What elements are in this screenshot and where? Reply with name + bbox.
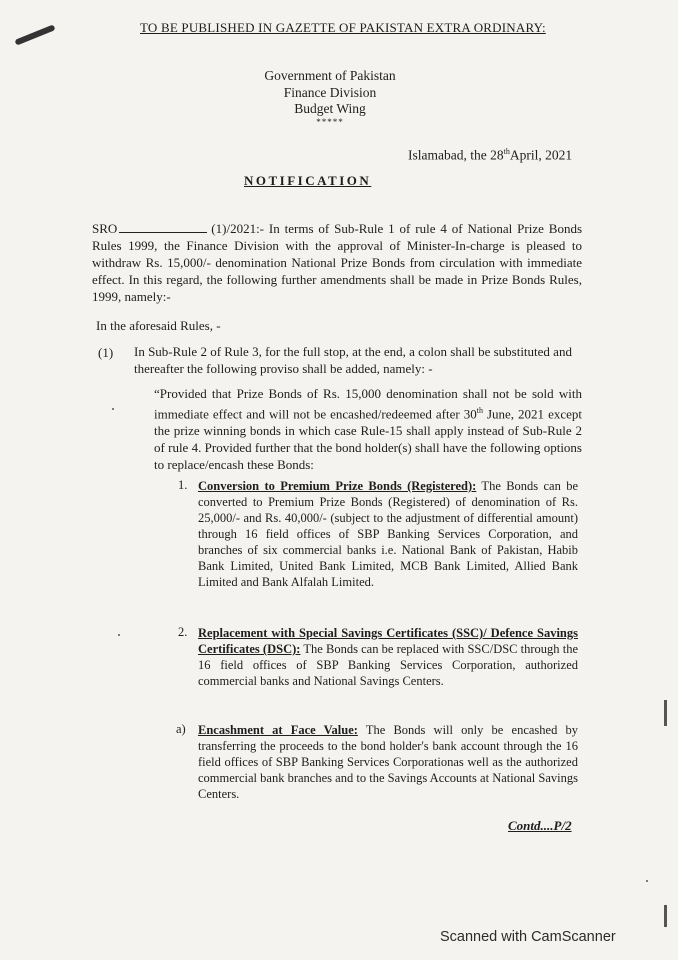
scanner-watermark: Scanned with CamScanner [440,929,616,945]
org-line-wing: Budget Wing [294,101,366,116]
pen-mark [14,24,55,45]
aforesaid-rules: In the aforesaid Rules, - [96,318,221,333]
continued-note: Contd....P/2 [508,818,572,833]
option-heading: Conversion to Premium Prize Bonds (Registered): [198,479,477,493]
org-line-government: Government of Pakistan [264,68,396,83]
org-line-division: Finance Division [283,85,377,100]
option-text: The Bonds can be replaced with SSC/DSC through the 16 field offices of SBP Banking Services Corporation, authorized commercial banks and National Savings Centers. [198,642,578,688]
option-conversion [198,478,578,590]
option-text: The Bonds will only be encashed by transferring the proceeds to the bond holder's bank account through the 16 field offices of SBP Banking Services Corporationas well as the authorized commercial bank branches and to the Savings Accounts at National Savings Centers. [198,723,578,801]
rule-text: In Sub-Rule 2 of Rule 3, for the full stop, at the end, a colon shall be substituted and thereafter the following proviso shall be added, namely: - [134,344,572,376]
option-heading: Replacement with Special Savings Certificates (SSC)/ Defence Savings Certificates (DSC): [198,626,578,656]
proviso-paragraph: “Provided that Prize Bonds of Rs. 15,000 denomination shall not be sold with immediate effect and will not be encashed/redeemed after 30th June, 2021 except the prize winning bonds in which case Rule-15 shall apply instead of Sub-Rule 2 of rule 4. Provided further that the bond holder(s) shall have the following options to replace/encash these Bonds: [154,386,582,473]
option-replacement [198,625,578,689]
edge-mark [664,905,667,927]
speck [646,880,648,882]
rule-number: (1) [98,345,114,360]
stars-separator: ***** [316,117,344,127]
edge-mark [664,700,667,726]
option-number: 2. [178,625,188,639]
speck [118,634,120,636]
speck [112,408,114,410]
sro-blank-line [119,221,207,233]
option-heading: Encashment at Face Value: [198,723,358,737]
sro-paragraph: SRO (1)/2021:- In terms of Sub-Rule 1 of rule 4 of National Prize Bonds Rules 1999, the Finance Division with the approval of Minister-In-charge is pleased to withdraw Rs. 15,000/- denomination National Prize Bonds from circulation with immediate effect. In this regard, the following further amendments shall be made in Prize Bonds Rules, 1999, namely:- [92,221,582,304]
option-number: a) [176,722,186,736]
notification-title: NOTIFICATION [244,173,372,188]
option-number: 1. [178,478,188,492]
option-encashment [198,722,578,802]
gazette-heading: TO BE PUBLISHED IN GAZETTE OF PAKISTAN EXTRA ORDINARY: [140,20,546,35]
date-line: Islamabad, the 28thApril, 2021 [408,147,573,163]
option-text: The Bonds can be converted to Premium Prize Bonds (Registered) of denomination of Rs. 25,000/- and Rs. 40,000/- (subject to the adjustment of differential amount) through 16 field offices of SBP Banking Services Corporation, and branches of six commercial banks i.e. National Bank of Pakistan, Habib Bank Limited, United Bank Limited, MCB Bank Limited, Allied Bank Limited and Bank Alfalah Limited. [198,479,578,589]
